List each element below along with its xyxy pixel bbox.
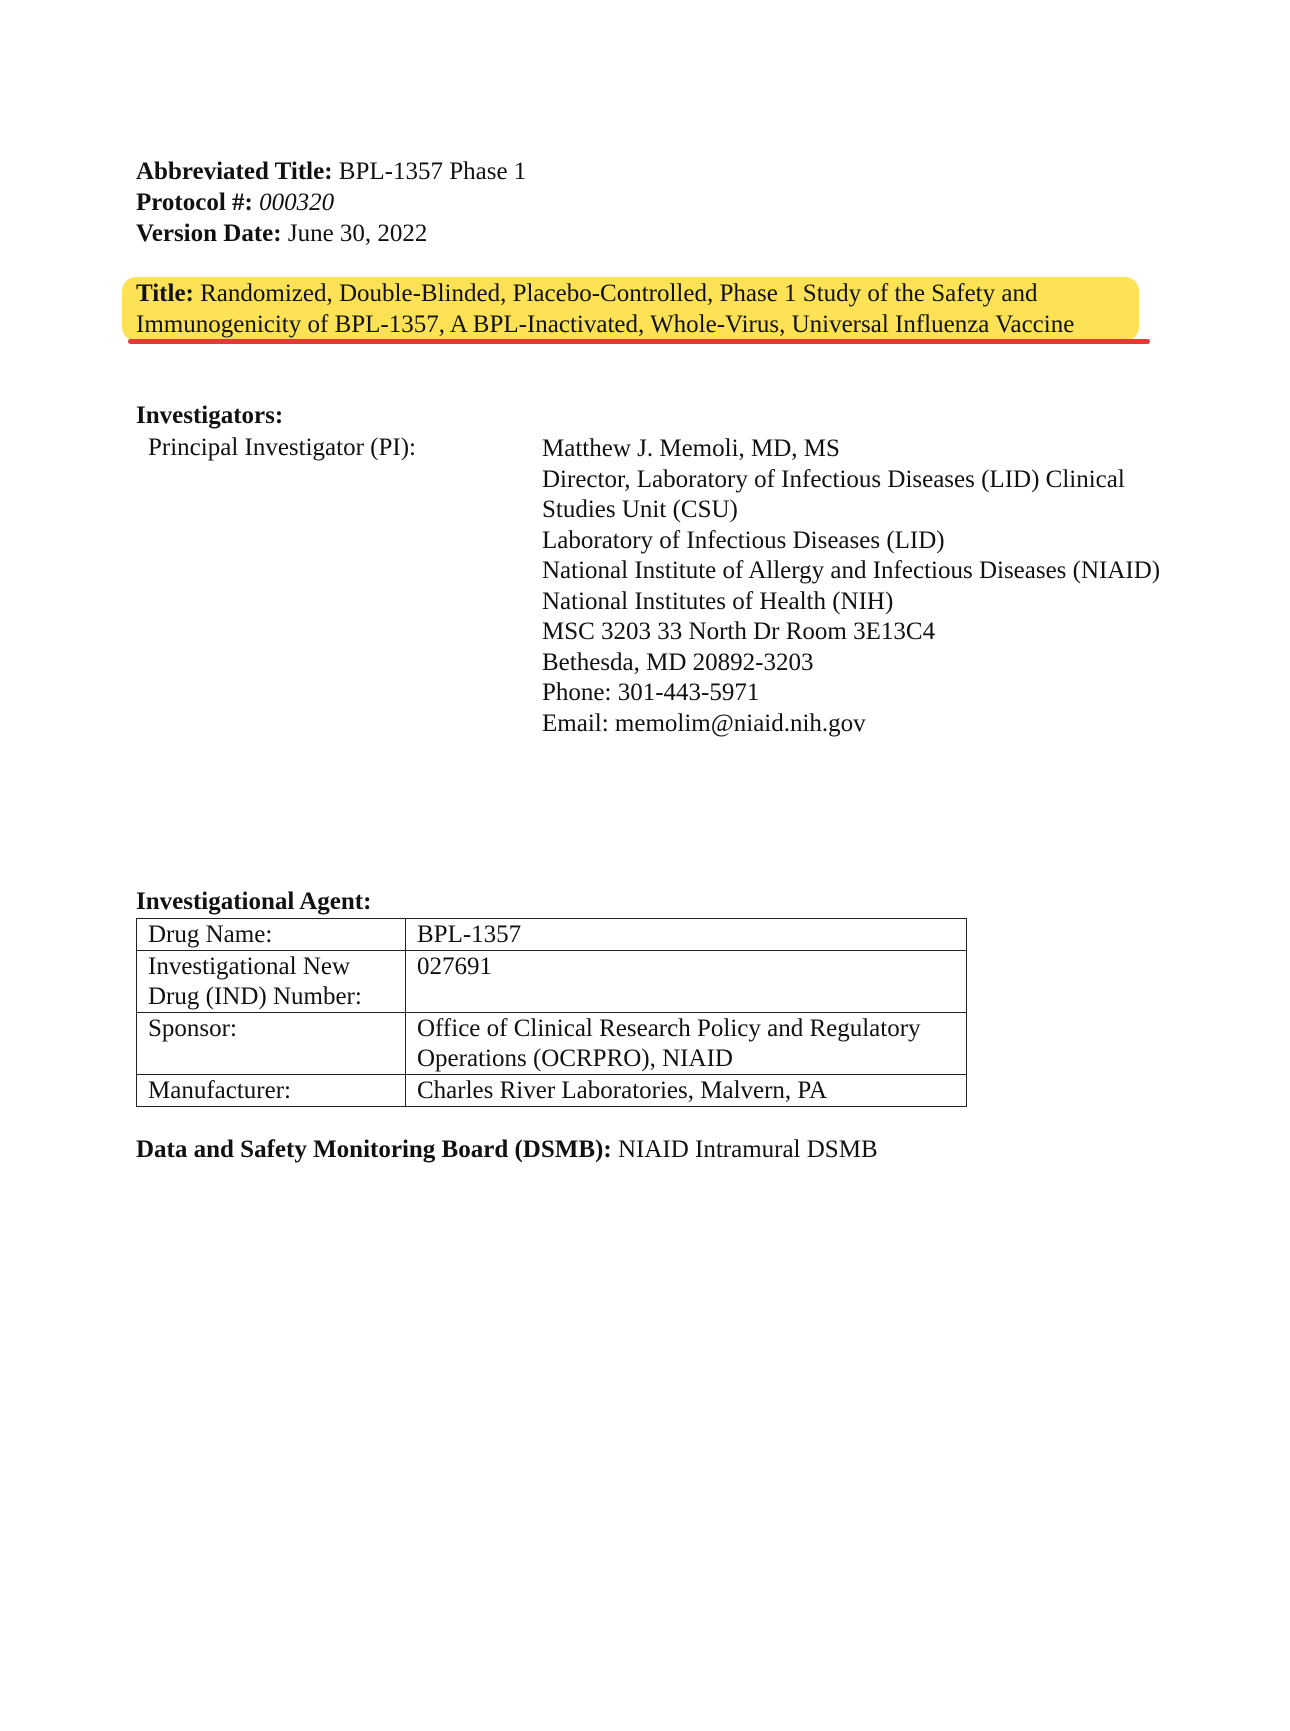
study-title-text-1: Randomized, Double-Blinded, Placebo-Controlled, Phase 1 Study of the Safety and [200, 280, 1038, 307]
protocol-number-line [136, 187, 526, 218]
table-cell-value [406, 919, 967, 951]
cell-line: Manufacturer: [148, 1077, 291, 1104]
pi-line: Matthew J. Memoli, MD, MS [542, 435, 840, 462]
cell-line: BPL-1357 [417, 921, 522, 948]
investigational-agent-heading: Investigational Agent: [136, 888, 372, 915]
protocol-number-value: 000320 [259, 189, 335, 216]
pi-line: Studies Unit (CSU) [542, 496, 738, 523]
cell-line: Sponsor: [148, 1015, 237, 1042]
version-date-line [136, 218, 526, 249]
table-cell-label [137, 919, 406, 951]
cell-line: Drug Name: [148, 921, 273, 948]
dsmb-label: Data and Safety Monitoring Board (DSMB): [136, 1136, 612, 1163]
table-cell-label [137, 1075, 406, 1107]
study-title [136, 278, 1146, 340]
pi-line: MSC 3203 33 North Dr Room 3E13C4 [542, 618, 936, 645]
table-cell-label [137, 1013, 406, 1075]
cell-line: Investigational New [148, 953, 351, 980]
dsmb-value: NIAID Intramural DSMB [617, 1136, 878, 1163]
pi-email: Email: memolim@niaid.nih.gov [542, 709, 866, 737]
pi-line: Director, Laboratory of Infectious Diseases (LID) Clinical [542, 465, 1125, 493]
cell-line: Office of Clinical Research Policy and Regulatory [417, 1015, 921, 1042]
abbreviated-title-label: Abbreviated Title: [136, 158, 333, 185]
study-title-line-1 [136, 278, 1146, 309]
table-cell-value [406, 1013, 967, 1075]
protocol-number-label: Protocol #: [136, 189, 253, 216]
cell-line: Charles River Laboratories, Malvern, PA [417, 1077, 828, 1104]
pi-line: Laboratory of Infectious Diseases (LID) [542, 526, 945, 554]
version-date-value: June 30, 2022 [287, 220, 428, 247]
pi-line: National Institutes of Health (NIH) [542, 587, 894, 615]
table-cell-label [137, 951, 406, 1013]
investigators-heading: Investigators: [136, 402, 284, 429]
abbreviated-title-value: BPL-1357 Phase 1 [338, 158, 527, 185]
cell-line: Operations (OCRPRO), NIAID [417, 1045, 733, 1072]
study-title-label: Title: [136, 280, 194, 307]
table-row [137, 919, 967, 951]
investigational-agent-table [136, 918, 967, 1107]
dsmb-line [136, 1136, 878, 1164]
protocol-header [136, 156, 526, 249]
abbreviated-title-line [136, 156, 526, 187]
table-row [137, 1013, 967, 1075]
table-row [137, 951, 967, 1013]
study-title-line-2: Immunogenicity of BPL-1357, A BPL-Inactivated, Whole-Virus, Universal Influenza Vaccine [136, 311, 1075, 338]
cell-line: 027691 [417, 953, 492, 980]
table-cell-value [406, 951, 967, 1013]
pi-line: Bethesda, MD 20892-3203 [542, 648, 814, 676]
pi-phone: Phone: 301-443-5971 [542, 679, 760, 706]
principal-investigator-details [542, 434, 1160, 739]
version-date-label: Version Date: [136, 220, 282, 247]
principal-investigator-label: Principal Investigator (PI): [148, 434, 416, 461]
table-cell-value [406, 1075, 967, 1107]
table-row [137, 1075, 967, 1107]
pi-line: National Institute of Allergy and Infectious Diseases (NIAID) [542, 557, 1161, 584]
cell-line: Drug (IND) Number: [148, 983, 362, 1010]
title-underline-mark [128, 339, 1150, 344]
